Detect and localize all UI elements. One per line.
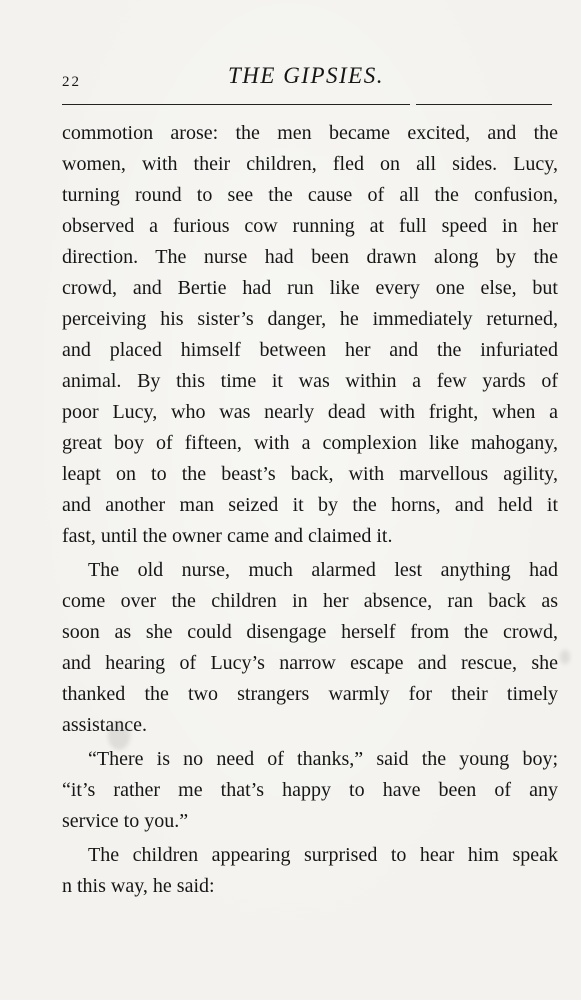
text-line: and another man seized it by the horns, and held it — [62, 494, 558, 516]
text-line: women, with their children, fled on all sides. Lucy, — [62, 153, 558, 175]
text-line: assistance. — [62, 714, 147, 736]
text-line: observed a furious cow running at full speed in her — [62, 215, 558, 237]
text-line: n this way, he said: — [62, 875, 215, 897]
page-header — [0, 0, 581, 110]
text-line: and placed himself between her and the infuriated — [62, 339, 558, 361]
text-line: The old nurse, much alarmed lest anything had — [88, 559, 558, 581]
text-line: animal. By this time it was within a few yards of — [62, 370, 558, 392]
text-line: perceiving his sister’s danger, he immediately returned, — [62, 308, 558, 330]
text-line: soon as she could disengage herself from the crowd, — [62, 621, 558, 643]
body-text — [62, 118, 558, 902]
text-line: leapt on to the beast’s back, with marvellous agility, — [62, 463, 558, 485]
text-line: thanked the two strangers warmly for their timely — [62, 683, 558, 705]
text-line: fast, until the owner came and claimed it. — [62, 525, 393, 547]
paragraph-3 — [62, 744, 558, 837]
text-line: poor Lucy, who was nearly dead with fright, when a — [62, 401, 558, 423]
text-line: crowd, and Bertie had run like every one else, but — [62, 277, 558, 299]
text-line: come over the children in her absence, ran back as — [62, 590, 558, 612]
header-rule — [62, 104, 552, 105]
running-title: THE GIPSIES. — [228, 63, 384, 88]
paper-stain — [108, 722, 130, 750]
text-line: turning round to see the cause of all the confusion, — [62, 184, 558, 206]
page-number: 22 — [62, 74, 81, 90]
text-line: and hearing of Lucy’s narrow escape and rescue, she — [62, 652, 558, 674]
header-rule-break — [410, 102, 416, 107]
text-line: The children appearing surprised to hear him speak — [88, 844, 558, 866]
text-line: direction. The nurse had been drawn along by the — [62, 246, 558, 268]
paragraph-4 — [62, 840, 558, 902]
text-line: “it’s rather me that’s happy to have been of any — [62, 779, 558, 801]
text-line: “There is no need of thanks,” said the young boy; — [88, 748, 558, 770]
text-line: service to you.” — [62, 810, 189, 832]
text-line: commotion arose: the men became excited, and the — [62, 122, 558, 144]
paragraph-1 — [62, 118, 558, 552]
paper-stain — [560, 650, 570, 664]
paragraph-2 — [62, 555, 558, 741]
text-line: great boy of fifteen, with a complexion like mahogany, — [62, 432, 558, 454]
